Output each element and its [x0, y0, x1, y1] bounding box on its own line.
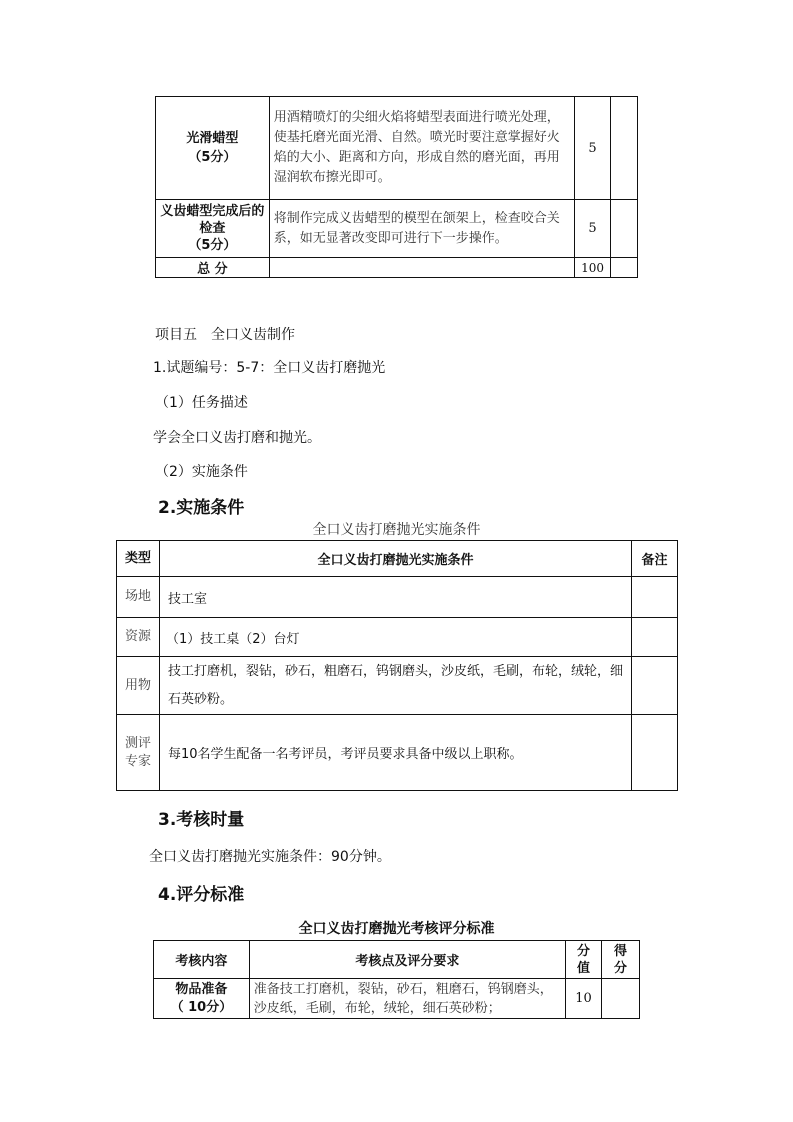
time-limit-text: 全口义齿打磨抛光实施条件：90分钟。: [149, 849, 391, 865]
requirement-cell: [269, 97, 574, 200]
item-score: （ 10分）: [170, 999, 233, 1015]
conditions-table: [116, 540, 678, 791]
header-remarks: 备注: [632, 541, 678, 577]
type-cell: 测评专家: [117, 715, 160, 791]
score-cell: [601, 979, 639, 1019]
content-cell: （1）技工桌（2）台灯: [159, 618, 631, 657]
type-cell: 资源: [117, 618, 160, 657]
score-cell: [611, 97, 638, 200]
requirement-text: 准备技工打磨机，裂钻，砂石，粗磨石，钨钢磨头，沙皮纸，毛刷，布轮，绒轮，细石英砂粉；: [253, 981, 553, 1016]
exam-number: 1.试题编号：5-7：全口义齿打磨抛光: [153, 360, 386, 376]
remarks-cell: [632, 577, 678, 618]
total-label: 总 分: [156, 258, 270, 278]
header-type: 类型: [117, 541, 160, 577]
item-name: 义齿蜡型完成后的检查: [160, 204, 265, 236]
header-requirements: 考核点及评分要求: [249, 941, 565, 979]
project-title: 项目五 全口义齿制作: [155, 327, 295, 343]
requirement-cell: [249, 979, 565, 1019]
type-cell: 用物: [117, 657, 160, 715]
content-cell: 每10名学生配备一名考评员，考评员要求具备中级以上职称。: [159, 715, 631, 791]
remarks-cell: [632, 618, 678, 657]
table-caption-scoring: 全口义齿打磨抛光考核评分标准: [298, 921, 495, 937]
header-value: 分值: [566, 941, 602, 979]
remarks-cell: [632, 657, 678, 715]
item-cell: [156, 97, 270, 200]
header-conditions: 全口义齿打磨抛光实施条件: [159, 541, 631, 577]
requirement-cell: [269, 200, 574, 258]
section-heading-scoring: 4.评分标准: [158, 885, 245, 905]
conditions-subheading: （2）实施条件: [155, 464, 248, 480]
value-cell: 10: [566, 979, 602, 1019]
type-cell: 场地: [117, 577, 160, 618]
item-cell: [156, 200, 270, 258]
total-empty-cell: [269, 258, 574, 278]
requirement-text: 将制作完成义齿蜡型的模型在颌架上，检查咬合关系，如无显著改变即可进行下一步操作。: [273, 210, 560, 246]
table-caption-conditions: 全口义齿打磨抛光实施条件: [312, 522, 481, 538]
scoring-table: [153, 940, 640, 1019]
section-heading-time: 3.考核时量: [158, 810, 245, 830]
remarks-cell: [632, 715, 678, 791]
section-heading-conditions: 2.实施条件: [158, 498, 245, 518]
item-name: 物品准备: [175, 981, 228, 997]
requirement-text: 用酒精喷灯的尖细火焰将蜡型表面进行喷光处理，使基托磨光面光滑、自然。喷光时要注意掌握好火焰的大小、距离和方向，形成自然的磨光面，再用湿润软布擦光即可。: [273, 110, 560, 185]
value-cell: 5: [575, 97, 611, 200]
task-description: 学会全口义齿打磨和抛光。: [153, 430, 321, 446]
content-cell: 技工室: [159, 577, 631, 618]
task-description-heading: （1）任务描述: [155, 395, 248, 411]
total-value: 100: [575, 258, 611, 278]
total-score-cell: [611, 258, 638, 278]
scoring-table-continued: [155, 96, 638, 278]
score-cell: [611, 200, 638, 258]
item-cell: [154, 979, 250, 1019]
item-score: （5分）: [188, 150, 237, 165]
content-cell: 技工打磨机，裂钻，砂石，粗磨石，钨钢磨头，沙皮纸，毛刷，布轮，绒轮，细石英砂粉。: [159, 657, 631, 715]
header-score: 得分: [601, 941, 639, 979]
item-name: 光滑蜡型: [186, 131, 239, 146]
item-score: （5分）: [188, 238, 237, 253]
header-content: 考核内容: [154, 941, 250, 979]
value-cell: 5: [575, 200, 611, 258]
